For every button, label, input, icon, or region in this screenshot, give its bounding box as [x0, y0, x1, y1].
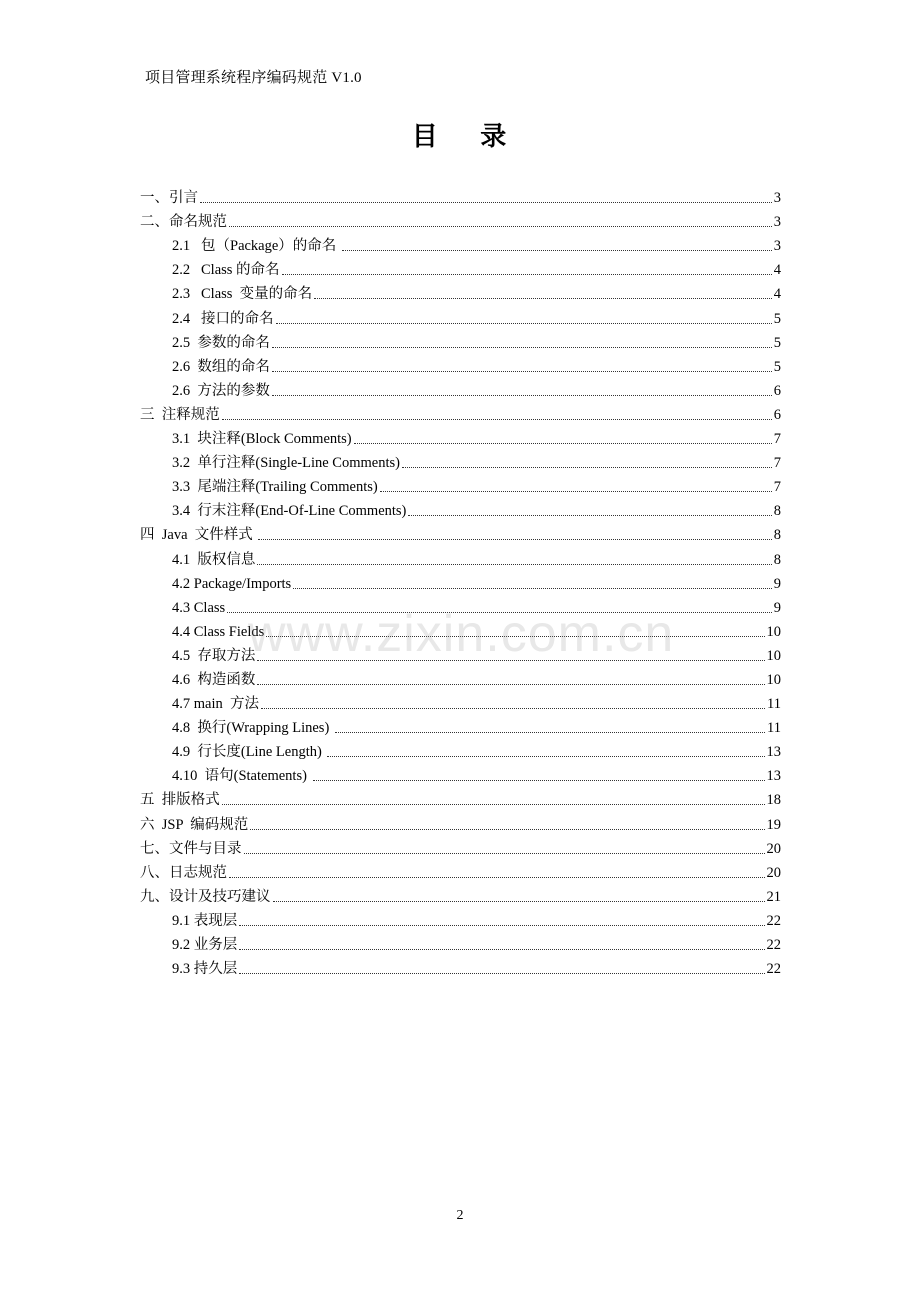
toc-dot-leader: [408, 514, 771, 516]
page-number: 2: [456, 1208, 464, 1223]
toc-dot-leader: [258, 538, 771, 540]
toc-dot-leader: [200, 201, 772, 203]
toc-entry-page: 10: [766, 623, 781, 640]
toc-entry-label: 3.2 单行注释(Single-Line Comments): [172, 455, 400, 472]
toc-entry-page: 10: [766, 647, 781, 664]
toc-entry[interactable]: [140, 424, 781, 448]
toc-entry-page: 21: [766, 888, 781, 905]
toc-dot-leader: [239, 948, 764, 950]
running-header: 项目管理系统程序编码规范 V1.0: [145, 70, 362, 86]
toc-dot-leader: [276, 322, 772, 324]
toc-entry-page: 11: [767, 696, 781, 713]
toc-entry-page: 7: [773, 479, 781, 496]
toc-dot-leader: [313, 779, 765, 781]
toc-entry[interactable]: [140, 834, 781, 858]
toc-entry[interactable]: [140, 954, 781, 978]
toc-entry-page: 7: [773, 431, 781, 448]
toc-entry-label: 二、命名规范: [140, 214, 227, 231]
toc-entry-label: 五 排版格式: [140, 792, 220, 809]
toc-entry[interactable]: [140, 641, 781, 665]
toc-entry-page: 3: [773, 238, 781, 255]
toc-entry-label: 2.1 包（Package）的命名: [172, 238, 340, 255]
toc-title: 目 录: [411, 122, 525, 151]
toc-entry-label: 4.7 main 方法: [172, 696, 259, 713]
toc-entry[interactable]: [140, 882, 781, 906]
toc-entry-page: 4: [773, 286, 781, 303]
toc-entry-label: 一、引言: [140, 190, 198, 207]
toc-entry-page: 8: [773, 527, 781, 544]
toc-entry-page: 11: [767, 720, 781, 737]
toc-entry-page: 9: [773, 575, 781, 592]
toc-entry-label: 九、设计及技巧建议: [140, 888, 271, 905]
toc-entry-label: 4.8 换行(Wrapping Lines): [172, 720, 333, 737]
toc-entry-label: 2.4 接口的命名: [172, 310, 274, 327]
toc-entry[interactable]: [140, 858, 781, 882]
toc-dot-leader: [239, 972, 764, 974]
toc-dot-leader: [327, 755, 764, 757]
toc-entry[interactable]: [140, 617, 781, 641]
toc-entry[interactable]: [140, 231, 781, 255]
toc-dot-leader: [380, 490, 772, 492]
toc-entry-page: 8: [773, 551, 781, 568]
toc-entry[interactable]: [140, 593, 781, 617]
toc-dot-leader: [282, 273, 772, 275]
toc-entry-label: 三 注释规范: [140, 406, 220, 423]
toc-entry[interactable]: [140, 255, 781, 279]
toc-entry-page: 13: [766, 744, 781, 761]
toc-dot-leader: [354, 442, 772, 444]
toc-dot-leader: [272, 346, 772, 348]
toc-entry[interactable]: [140, 183, 781, 207]
toc-entry-page: 20: [766, 864, 781, 881]
toc-entry-label: 4.6 构造函数: [172, 671, 256, 688]
toc-entry[interactable]: [140, 906, 781, 930]
toc-dot-leader: [293, 587, 772, 589]
toc-entry[interactable]: [140, 569, 781, 593]
toc-entry[interactable]: [140, 303, 781, 327]
toc-dot-leader: [272, 394, 772, 396]
toc-entry[interactable]: [140, 809, 781, 833]
toc-entry[interactable]: [140, 496, 781, 520]
toc-entry-page: 10: [766, 671, 781, 688]
toc-dot-leader: [261, 707, 765, 709]
toc-entry-label: 9.3 持久层: [172, 961, 238, 978]
toc-entry-label: 4.4 Class Fields: [172, 623, 265, 640]
toc-entry[interactable]: [140, 689, 781, 713]
toc-entry-label: 9.2 业务层: [172, 937, 238, 953]
toc-dot-leader: [250, 828, 764, 830]
toc-dot-leader: [335, 731, 765, 733]
watermark: www.zixin.com.cn: [248, 605, 675, 663]
toc-dot-leader: [257, 563, 771, 565]
toc-entry[interactable]: [140, 930, 781, 954]
toc-entry-label: 七、文件与目录: [140, 840, 242, 857]
toc-entry-label: 4.10 语句(Statements): [172, 768, 311, 785]
toc-entry-label: 3.4 行末注释(End-Of-Line Comments): [172, 503, 407, 520]
toc-entry-page: 3: [773, 214, 781, 231]
toc-dot-leader: [266, 635, 764, 637]
toc-dot-leader: [222, 803, 765, 805]
toc-entry[interactable]: [140, 785, 781, 809]
toc-entry-page: 19: [766, 816, 781, 833]
toc-dot-leader: [229, 225, 772, 227]
toc-entry-page: 5: [773, 358, 781, 375]
table-of-contents: [140, 183, 781, 978]
toc-entry[interactable]: [140, 328, 781, 352]
toc-entry-page: 22: [766, 937, 781, 953]
toc-entry[interactable]: [140, 472, 781, 496]
toc-entry-page: 8: [773, 503, 781, 520]
toc-dot-leader: [402, 466, 772, 468]
toc-entry-label: 4.1 版权信息: [172, 551, 256, 568]
toc-dot-leader: [257, 659, 764, 661]
toc-entry-label: 4.2 Package/Imports: [172, 575, 292, 592]
toc-dot-leader: [257, 683, 764, 685]
toc-entry[interactable]: [140, 400, 781, 424]
toc-entry-label: 3.1 块注释(Block Comments): [172, 431, 352, 448]
toc-entry-page: 5: [773, 334, 781, 351]
toc-entry[interactable]: [140, 376, 781, 400]
toc-entry-label: 2.5 参数的命名: [172, 334, 270, 351]
toc-entry-label: 2.3 Class 变量的命名: [172, 286, 313, 303]
toc-entry[interactable]: [140, 713, 781, 737]
toc-entry-page: 9: [773, 599, 781, 616]
toc-entry[interactable]: [140, 665, 781, 689]
toc-entry-label: 4.3 Class: [172, 599, 226, 616]
toc-entry-page: 6: [773, 406, 781, 423]
toc-entry[interactable]: [140, 737, 781, 761]
toc-entry-page: 6: [773, 382, 781, 399]
toc-entry-page: 4: [773, 262, 781, 279]
toc-dot-leader: [222, 418, 772, 420]
toc-dot-leader: [342, 249, 772, 251]
toc-dot-leader: [244, 852, 765, 854]
toc-entry-page: 7: [773, 455, 781, 472]
toc-entry[interactable]: [140, 544, 781, 568]
toc-entry-label: 4.5 存取方法: [172, 647, 256, 664]
toc-entry-page: 22: [766, 912, 781, 929]
toc-entry[interactable]: [140, 207, 781, 231]
toc-entry-page: 18: [766, 792, 781, 809]
toc-entry-label: 4.9 行长度(Line Length): [172, 744, 326, 761]
toc-dot-leader: [272, 370, 772, 372]
toc-entry-label: 2.6 方法的参数: [172, 382, 270, 399]
toc-entry-label: 2.2 Class 的命名: [172, 262, 280, 279]
toc-entry-page: 5: [773, 310, 781, 327]
toc-entry-label: 四 Java 文件样式: [140, 527, 257, 544]
toc-dot-leader: [229, 876, 765, 878]
toc-entry[interactable]: [140, 352, 781, 376]
toc-entry[interactable]: [140, 448, 781, 472]
toc-dot-leader: [227, 611, 772, 613]
toc-entry-page: 20: [766, 840, 781, 857]
toc-entry-label: 六 JSP 编码规范: [140, 816, 249, 833]
toc-entry-label: 3.3 尾端注释(Trailing Comments): [172, 479, 378, 496]
toc-dot-leader: [239, 924, 764, 926]
toc-entry-label: 2.6 数组的命名: [172, 358, 270, 375]
toc-entry-page: 3: [773, 190, 781, 207]
toc-entry-label: 9.1 表现层: [172, 912, 238, 929]
toc-entry-page: 13: [766, 768, 781, 785]
toc-entry[interactable]: [140, 279, 781, 303]
toc-entry-page: 22: [766, 961, 781, 978]
toc-entry[interactable]: [140, 761, 781, 785]
toc-entry-label: 八、日志规范: [140, 864, 227, 881]
toc-dot-leader: [314, 297, 772, 299]
toc-entry[interactable]: [140, 520, 781, 544]
toc-dot-leader: [273, 900, 765, 902]
